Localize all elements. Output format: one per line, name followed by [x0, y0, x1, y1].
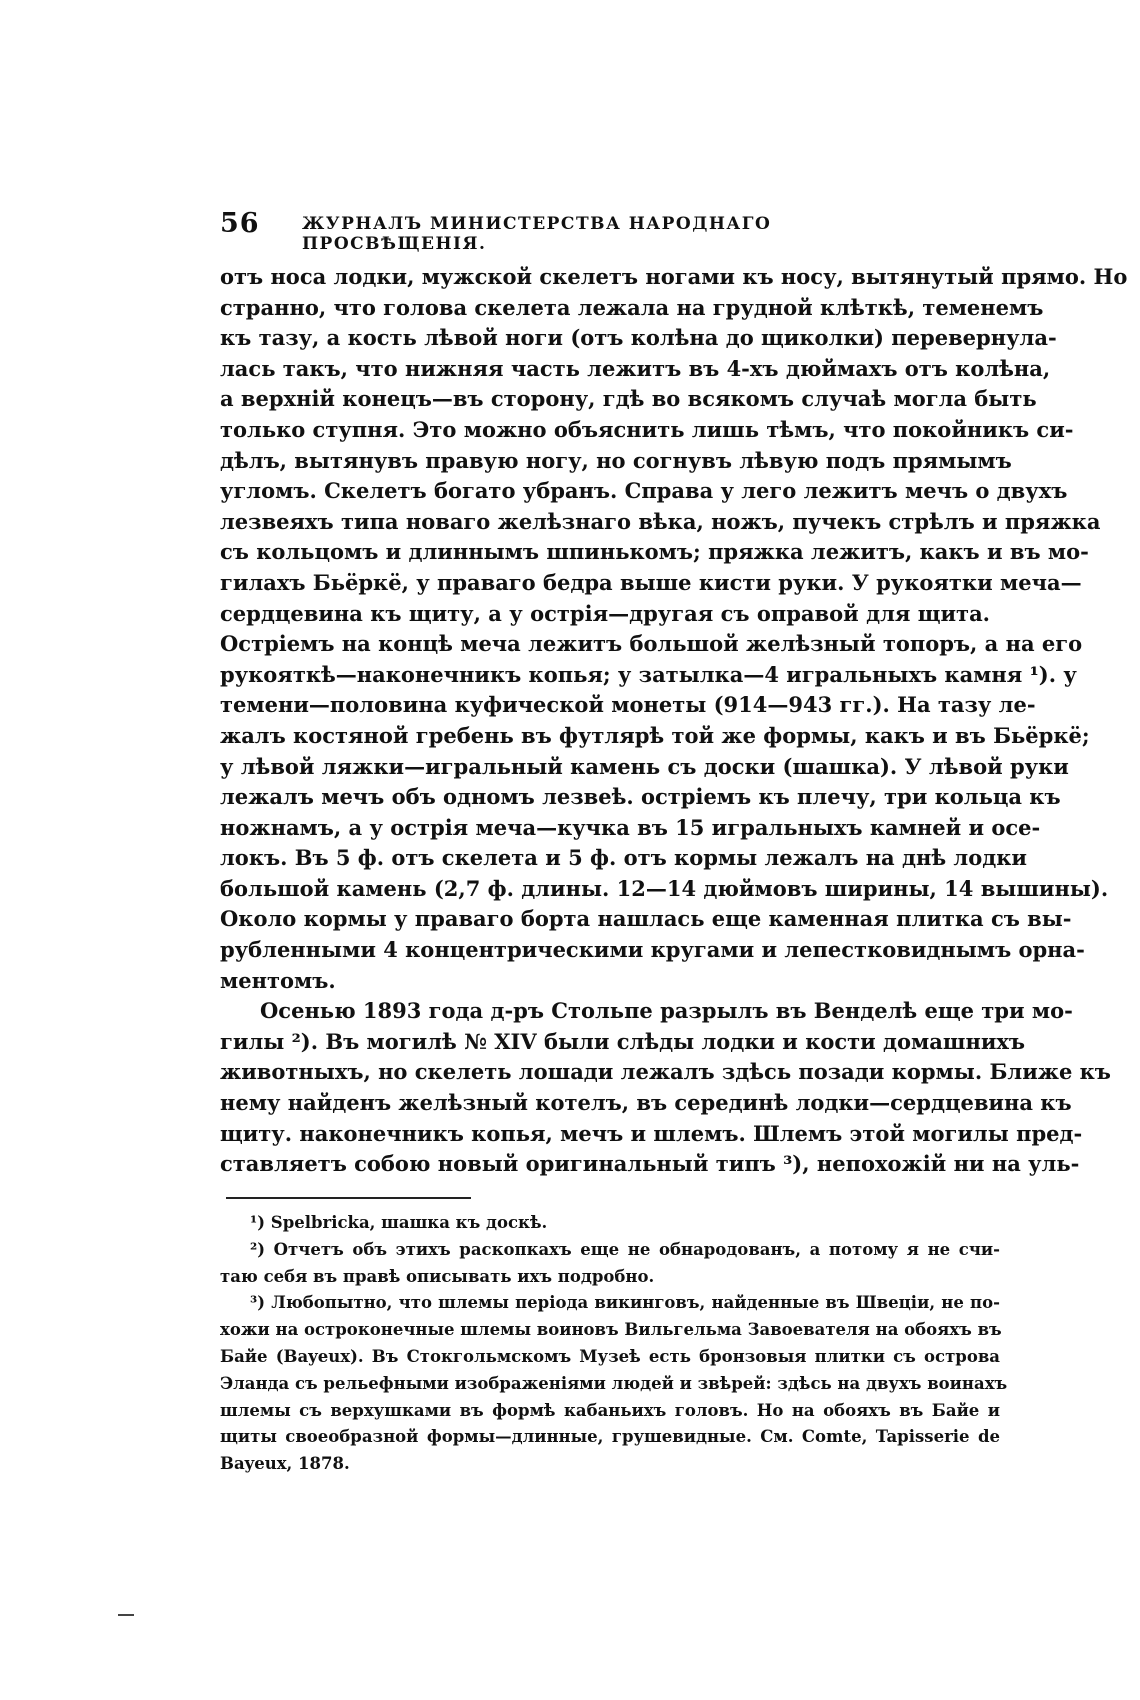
text-line: у лѣвой ляжки—игральный камень съ доски (шашка). У лѣвой руки [220, 753, 1069, 779]
text-line: сердцевина къ щиту, а у острія—другая съ оправой для щита. [220, 600, 990, 626]
page-header [220, 208, 920, 254]
footnote-line: шлемы съ верхушками въ формѣ кабаньихъ головъ. Но на обояхъ въ Байе и [220, 1400, 1000, 1420]
running-title: ЖУРНАЛЪ МИНИСТЕРСТВА НАРОДНАГО ПРОСВѢЩЕНІЯ. [302, 214, 772, 254]
text-line: къ тазу, а кость лѣвой ноги (отъ колѣна до щиколки) перевернула- [220, 325, 1057, 351]
text-line: Около кормы у праваго борта нашлась еще каменная плитка съ вы- [220, 906, 1072, 932]
text-line: съ кольцомъ и длиннымъ шпинькомъ; пряжка лежитъ, какъ и въ мо- [220, 539, 1089, 565]
footnote-line: щиты своеобразной формы—длинные, грушевидные. См. Comte, Tapisserie de [220, 1427, 1000, 1447]
margin-mark [118, 1614, 134, 1616]
text-line: только ступня. Это можно объяснить лишь тѣмъ, что покойникъ си- [220, 416, 1074, 442]
text-line: гилахъ Бьёркё, у праваго бедра выше кисти руки. У рукоятки меча— [220, 569, 1082, 595]
footnote-line: ³) Любопытно, что шлемы періода викинговъ, найденные въ Швеціи, не по- [250, 1293, 1000, 1313]
text-line: темени—половина куфической монеты (914—943 гг.). На тазу ле- [220, 692, 1036, 718]
text-line: рубленными 4 концентрическими кругами и лепестковиднымъ орна- [220, 937, 1085, 963]
main-text [220, 262, 1128, 1180]
text-line: отъ носа лодки, мужской скелетъ ногами къ носу, вытянутый прямо. Но [220, 264, 1128, 289]
footnote-divider [226, 1197, 471, 1199]
footnote-line: Bayeux, 1878. [220, 1454, 350, 1474]
text-line: лежалъ мечъ объ одномъ лезвеѣ. остріемъ къ плечу, три кольца къ [220, 784, 1061, 810]
text-line: животныхъ, но скелеть лошади лежалъ здѣсь позади кормы. Ближе къ [220, 1059, 1111, 1085]
footnote-line: Эланда съ рельефными изображеніями людей и звѣрей: здѣсь на двухъ воинахъ [220, 1373, 1008, 1393]
text-line: а верхній конецъ—въ сторону, гдѣ во всякомъ случаѣ могла быть [220, 386, 1037, 412]
footnote-line: таю себя въ правѣ описывать ихъ подробно. [220, 1266, 655, 1286]
footnotes [220, 1210, 1008, 1478]
text-line: жалъ костяной гребень въ футлярѣ той же формы, какъ и въ Бьёркё; [220, 722, 1090, 748]
text-line: Остріемъ на концѣ меча лежитъ большой желѣзный топоръ, а на его [220, 631, 1083, 657]
footnote-line: ²) Отчетъ объ этихъ раскопкахъ еще не обнародованъ, а потому я не счи- [250, 1239, 1000, 1259]
text-line: большой камень (2,7 ф. длины. 12—14 дюймовъ ширины, 14 вышины). [220, 875, 1109, 901]
text-line: локъ. Въ 5 ф. отъ скелета и 5 ф. отъ кормы лежалъ на днѣ лодки [220, 845, 1027, 871]
page-number: 56 [220, 208, 260, 239]
text-line: угломъ. Скелетъ богато убранъ. Справа у лего лежитъ мечъ о двухъ [220, 478, 1068, 504]
text-line: ставляетъ собою новый оригинальный типъ ³), непохожій ни на уль- [220, 1151, 1080, 1177]
footnote-line: Байе (Bayeux). Въ Стокгольмскомъ Музеѣ есть бронзовыя плитки съ острова [220, 1346, 1000, 1366]
text-line: лезвеяхъ типа новаго желѣзнаго вѣка, ножъ, пучекъ стрѣлъ и пряжка [220, 508, 1101, 534]
text-line: нему найденъ желѣзный котелъ, въ серединѣ лодки—сердцевина къ [220, 1090, 1072, 1116]
text-line: дѣлъ, вытянувъ правую ногу, но согнувъ лѣвую подъ прямымъ [220, 447, 1012, 473]
footnote-line: ¹) Spelbricka, шашка къ доскѣ. [250, 1213, 548, 1232]
text-line: рукояткѣ—наконечникъ копья; у затылка—4 игральныхъ камня ¹). у [220, 661, 1077, 687]
text-line: ножнамъ, а у острія меча—кучка въ 15 игральныхъ камней и осе- [220, 814, 1041, 840]
footnote-line: хожи на остроконечные шлемы воиновъ Вильгельма Завоевателя на обояхъ въ [220, 1320, 1002, 1340]
paragraph-start-line: Осенью 1893 года д-ръ Стольпе разрылъ въ Венделѣ еще три мо- [260, 998, 1073, 1024]
text-line: щиту. наконечникъ копья, мечъ и шлемъ. Шлемъ этой могилы пред- [220, 1120, 1083, 1146]
text-line: гилы ²). Въ могилѣ № XIV были слѣды лодки и кости домашнихъ [220, 1028, 1026, 1054]
text-line: странно, что голова скелета лежала на грудной клѣткѣ, теменемъ [220, 294, 1044, 320]
text-line: ментомъ. [220, 967, 336, 993]
text-line: лась такъ, что нижняя часть лежитъ въ 4-хъ дюймахъ отъ колѣна, [220, 355, 1051, 381]
